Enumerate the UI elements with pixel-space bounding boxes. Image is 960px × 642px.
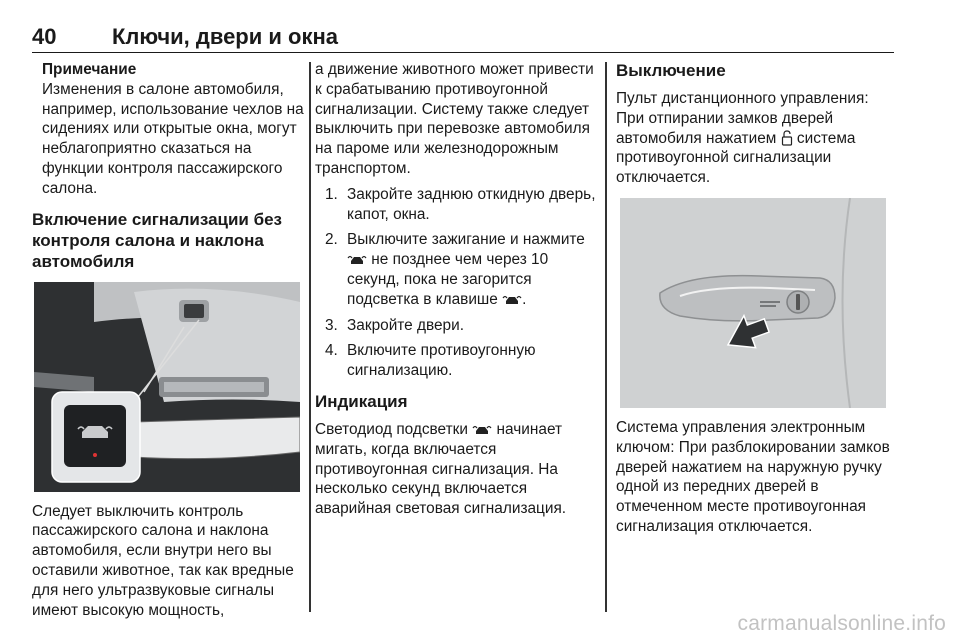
- note-title: Примечание: [42, 61, 137, 78]
- page-header: [32, 26, 894, 53]
- heading-indication: Индикация: [315, 391, 408, 411]
- step-text-part: .: [522, 290, 527, 308]
- step-number: 2.: [325, 231, 338, 249]
- roof-console-illustration: [34, 282, 300, 492]
- column-2: [315, 60, 597, 519]
- paragraph-keyless: Система управления электронным ключом: При разблокировании замков дверей нажатием на наружную ручку одной из передних дверей в отмеченном месте противоугонная сигнализация отключается.: [616, 418, 890, 535]
- watermark: carmanualsonline.info: [737, 612, 946, 635]
- paragraph-disable-reason: Следует выключить контроль пассажирского салона и наклона автомобиля, если внутри него вы оставили животное, так как вредные для него ультразвуковые сигналы имеют высокую мощность,: [32, 502, 294, 619]
- column-divider: [605, 62, 607, 612]
- car-tilt-icon: [347, 253, 367, 265]
- step-text: [347, 230, 597, 309]
- car-tilt-icon: [502, 293, 522, 305]
- unlock-icon: [781, 130, 793, 146]
- note-text: Изменения в салоне автомобиля, например, использование чехлов на сидениях или открытые окна, могут неблагоприятно сказаться на функции контроля пассажирского салона.: [42, 80, 304, 197]
- page-number: 40: [32, 24, 57, 49]
- column-3: [616, 60, 892, 537]
- note-block: [32, 60, 304, 199]
- list-item: [325, 185, 597, 225]
- list-item: [325, 230, 597, 309]
- step-number: 3.: [325, 316, 338, 334]
- step-text-part: Выключите зажигание и нажмите: [347, 231, 585, 249]
- car-tilt-icon: [472, 423, 492, 435]
- heading-deactivation: Выключение: [616, 61, 726, 80]
- paragraph-indication: [315, 420, 597, 519]
- step-number: 4.: [325, 342, 338, 360]
- paragraph-part: начинает мигать, когда включается противоугонная сигнализация. На несколько секунд включается аварийная световая сигнализация.: [315, 420, 567, 518]
- column-1: [32, 60, 304, 620]
- heading-disable-interior-monitoring: Включение сигнализации без контроля салона и наклона автомобиля: [32, 209, 283, 271]
- list-item: [325, 341, 597, 381]
- column-divider: [309, 62, 311, 612]
- step-text: Включите противоугонную сигнализацию.: [347, 342, 536, 380]
- paragraph-remote: [616, 89, 892, 188]
- step-text: Закройте заднюю откидную дверь, капот, окна.: [347, 185, 596, 223]
- step-number: 1.: [325, 185, 338, 203]
- paragraph-continuation: а движение животного может привести к срабатыванию противоугонной сигнализации. Систему также следует выключить при перевозке автомобиля на пароме или железнодорожным транспортом.: [315, 61, 594, 177]
- step-text-part: не позднее чем через 10 секунд, пока не загорится подсветка в клавише: [347, 251, 549, 308]
- paragraph-part: Пульт дистанционного управления: При отпирании замков дверей автомобиля нажатием: [616, 90, 869, 147]
- paragraph-part: Светодиод подсветки: [315, 420, 468, 438]
- section-title: Ключи, двери и окна: [112, 24, 338, 49]
- steps-list: [315, 185, 597, 381]
- step-text: Закройте двери.: [347, 316, 464, 334]
- paragraph-part: система противоугонной сигнализации отключается.: [616, 129, 856, 187]
- door-handle-illustration: [620, 198, 886, 408]
- list-item: [325, 316, 597, 336]
